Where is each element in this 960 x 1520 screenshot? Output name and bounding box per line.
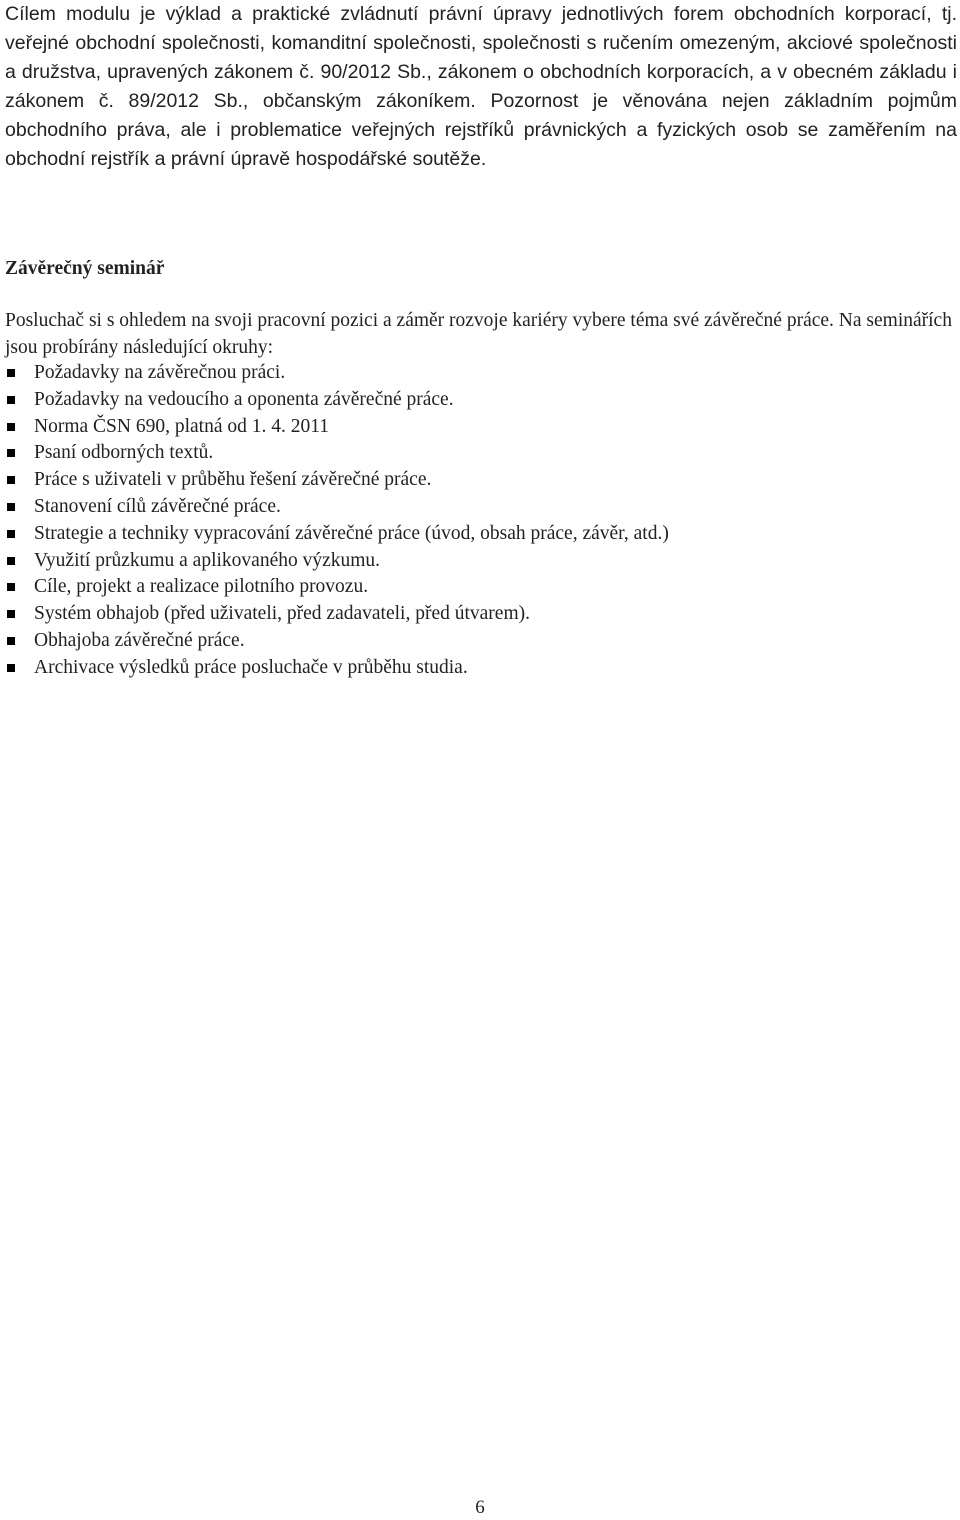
- list-item-text: Strategie a techniky vypracování závěrečné práce (úvod, obsah práce, závěr, atd.): [34, 522, 669, 544]
- square-bullet-icon: [7, 369, 15, 377]
- square-bullet-icon: [7, 557, 15, 565]
- list-item: [5, 574, 669, 601]
- topic-list: [5, 360, 669, 682]
- list-item: [5, 440, 669, 467]
- list-item: [5, 467, 669, 494]
- list-item-text: Archivace výsledků práce posluchače v průběhu studia.: [34, 656, 468, 678]
- square-bullet-icon: [7, 423, 15, 431]
- intro-paragraph: Cílem modulu je výklad a praktické zvládnutí právní úpravy jednotlivých forem obchodních korporací, tj. veřejné obchodní společnosti, komanditní společnosti, společnosti s ručením omezeným, akciové společnosti a družstva, upravených zákonem č. 90/2012 Sb., zákonem o obchodních korporacích, a v obecném základu i zákonem č. 89/2012 Sb., občanským zákoníkem. Pozornost je věnována nejen základním pojmům obchodního práva, ale i problematice veřejných rejstříků právnických a fyzických osob se zaměřením na obchodní rejstřík a právní úpravě hospodářské soutěže.: [5, 3, 957, 170]
- list-item-text: Využití průzkumu a aplikovaného výzkumu.: [34, 549, 381, 571]
- list-item-text: Systém obhajob (před uživateli, před zadavateli, před útvarem).: [34, 603, 530, 625]
- section-paragraph: Posluchač si s ohledem na svoji pracovní pozici a záměr rozvoje kariéry vybere téma své závěrečné práce. Na seminářích jsou probírány následující okruhy:: [5, 310, 952, 358]
- square-bullet-icon: [7, 610, 15, 618]
- document-page: [5, 0, 957, 678]
- square-bullet-icon: [7, 396, 15, 404]
- list-item-text: Cíle, projekt a realizace pilotního provozu.: [34, 576, 369, 598]
- list-item: [5, 494, 669, 521]
- square-bullet-icon: [7, 664, 15, 672]
- list-item-text: Norma ČSN 690, platná od 1. 4. 2011: [34, 415, 330, 437]
- list-item-text: Požadavky na závěrečnou práci.: [34, 362, 286, 383]
- list-item-text: Obhajoba závěrečné práce.: [34, 629, 245, 651]
- square-bullet-icon: [7, 449, 15, 457]
- list-item: [5, 414, 669, 441]
- list-item-text: Stanovení cílů závěrečné práce.: [34, 495, 281, 517]
- list-item: [5, 360, 669, 387]
- square-bullet-icon: [7, 530, 15, 538]
- page-number: 6: [475, 1497, 485, 1518]
- list-item: [5, 387, 669, 414]
- list-item: [5, 628, 669, 655]
- list-item-text: Požadavky na vedoucího a oponenta závěrečné práce.: [34, 388, 454, 410]
- square-bullet-icon: [7, 503, 15, 511]
- list-item-text: Práce s uživateli v průběhu řešení závěrečné práce.: [34, 469, 432, 491]
- square-bullet-icon: [7, 637, 15, 645]
- list-item: [5, 655, 669, 682]
- list-item: [5, 548, 669, 575]
- list-item: [5, 521, 669, 548]
- square-bullet-icon: [7, 476, 15, 484]
- list-item-text: Psaní odborných textů.: [34, 442, 214, 464]
- square-bullet-icon: [7, 583, 15, 591]
- section-heading: Závěrečný seminář: [5, 258, 165, 279]
- list-item: [5, 601, 669, 628]
